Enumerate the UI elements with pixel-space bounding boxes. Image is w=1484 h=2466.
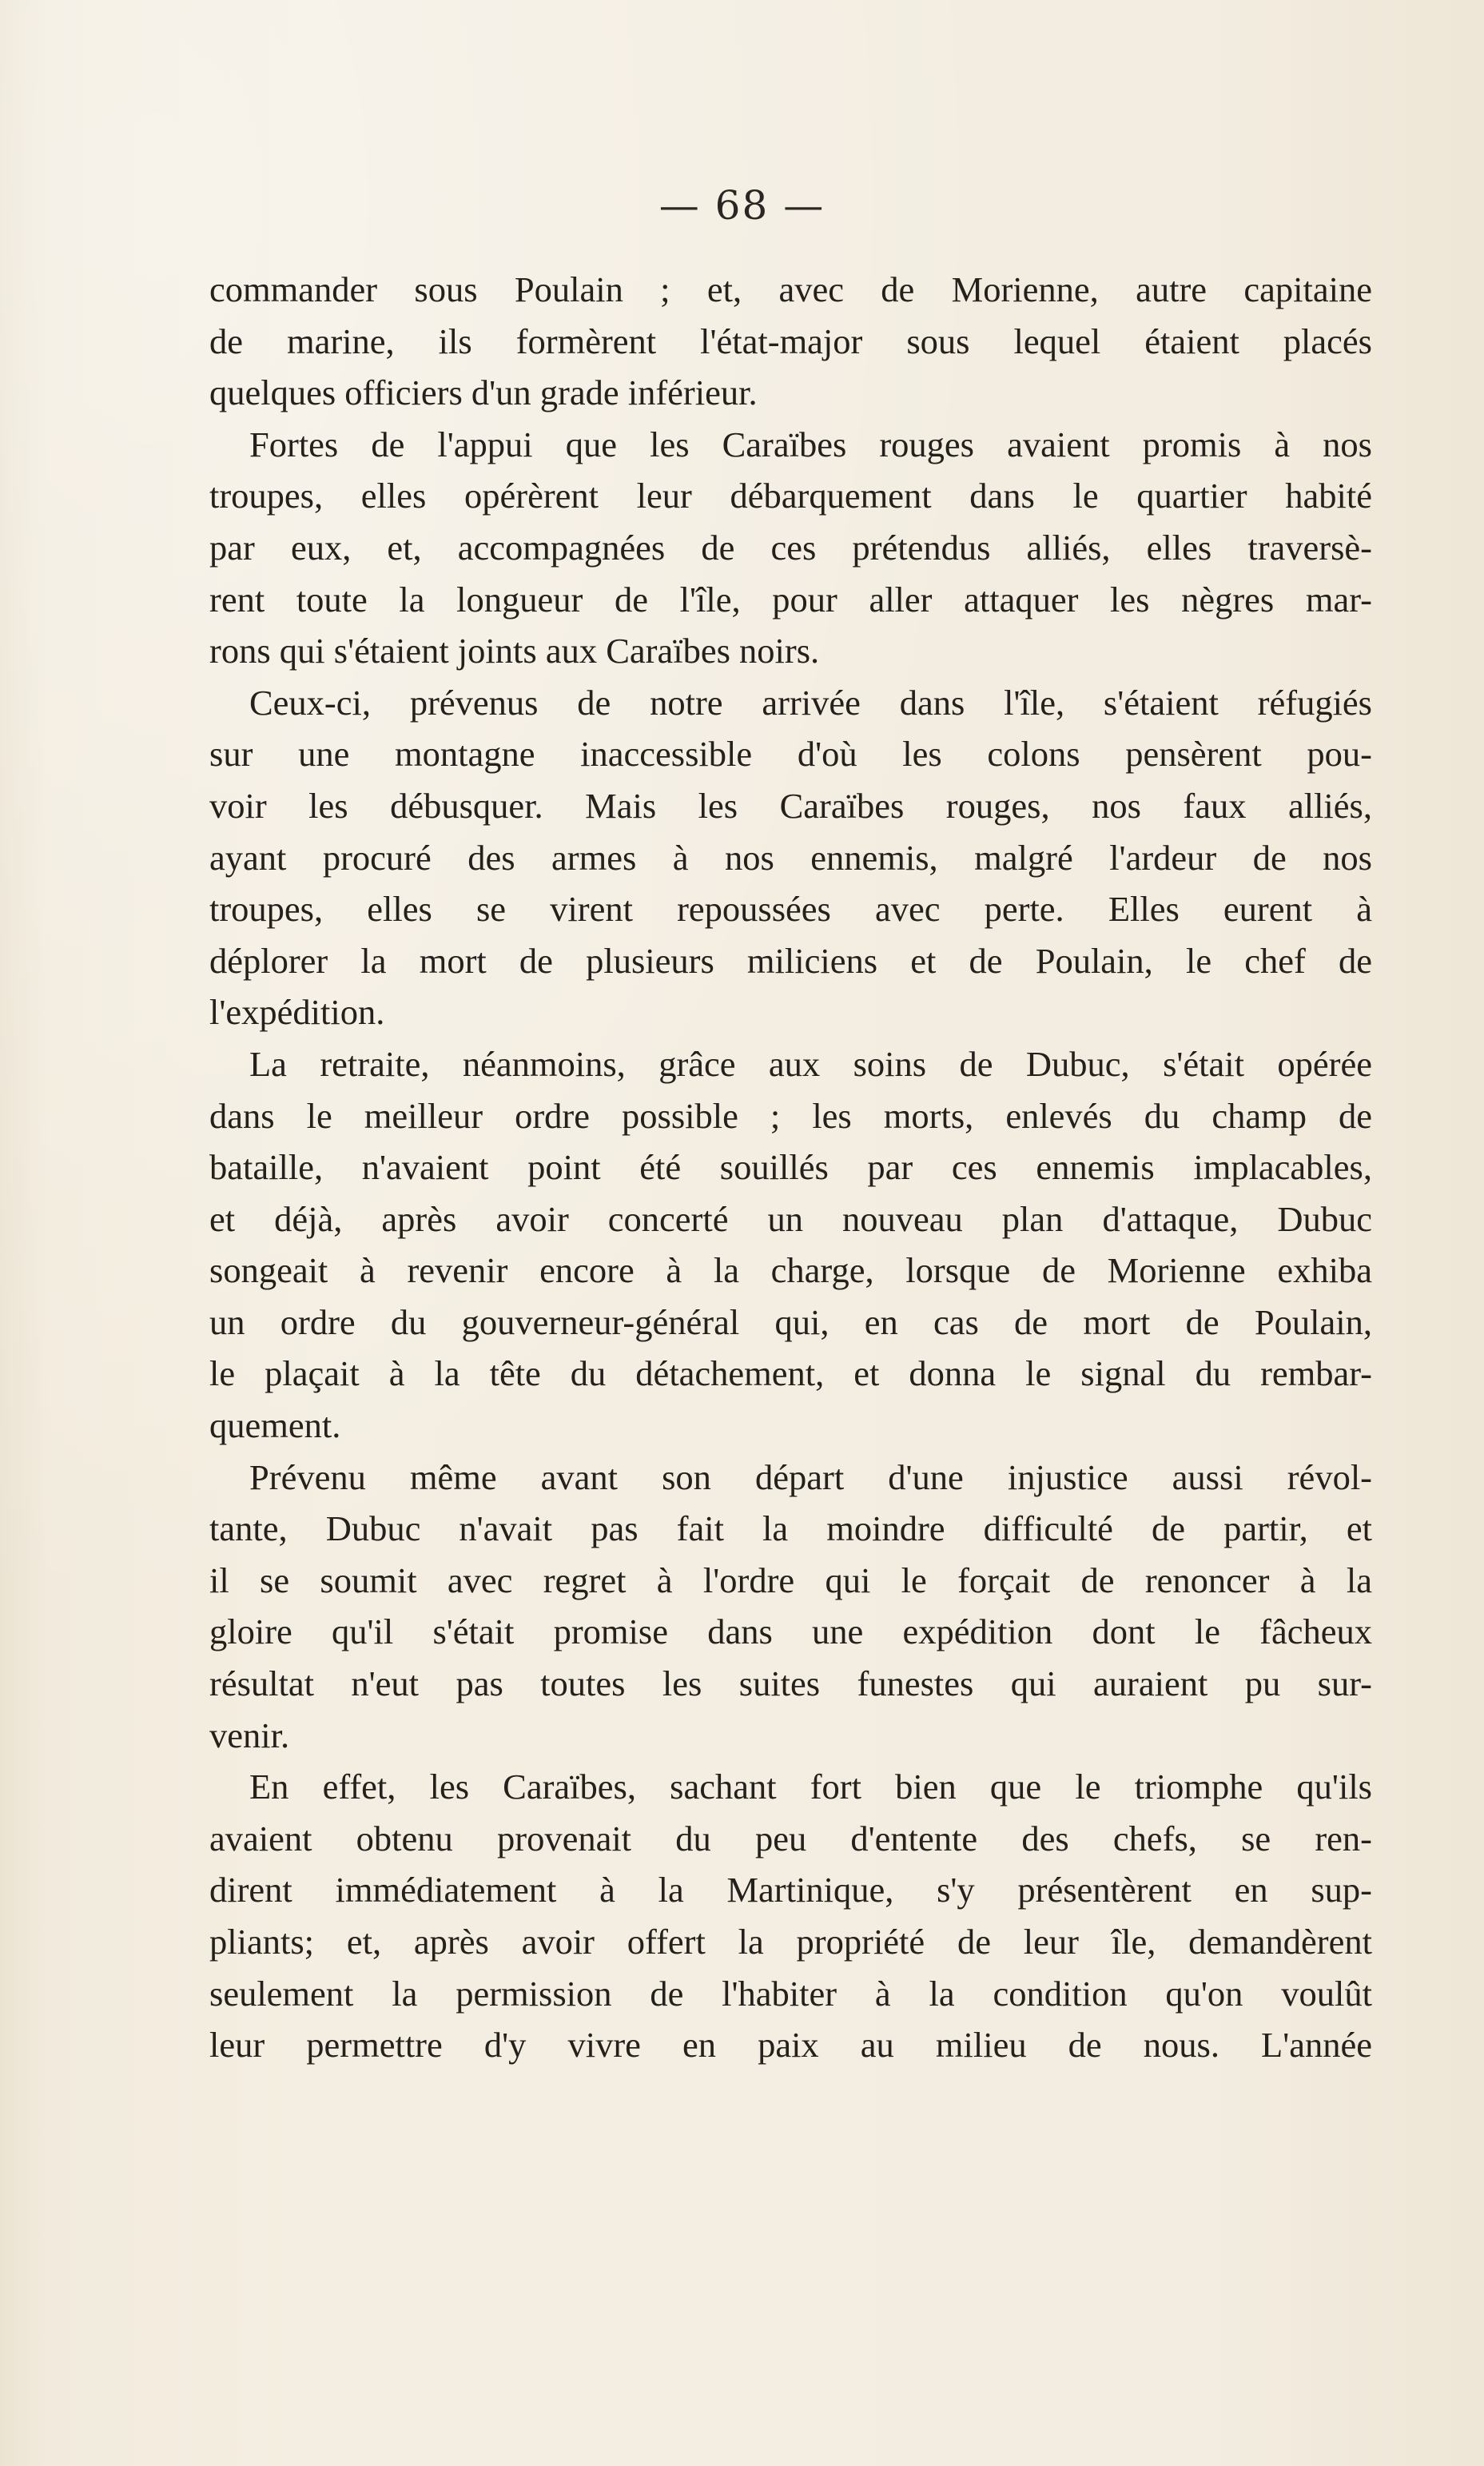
text-line: dans le meilleur ordre possible ; les morts, enlevés du champ de bbox=[209, 1095, 1372, 1136]
text-line: En effet, les Caraïbes, sachant fort bien que le triomphe qu'ils bbox=[249, 1767, 1372, 1807]
text-line: venir. bbox=[209, 1715, 290, 1755]
body-text bbox=[209, 264, 1372, 2071]
text-line: tante, Dubuc n'avait pas fait la moindre difficulté de partir, et bbox=[209, 1508, 1372, 1549]
page-number: — 68 — bbox=[658, 182, 826, 229]
text-line: par eux, et, accompagnées de ces prétendus alliés, elles traversè- bbox=[209, 527, 1372, 568]
text-line: quement. bbox=[209, 1405, 341, 1446]
text-line: pliants; et, après avoir offert la propriété de leur île, demandèrent bbox=[209, 1922, 1372, 1962]
text-line: La retraite, néanmoins, grâce aux soins de Dubuc, s'était opérée bbox=[249, 1043, 1372, 1084]
text-line: songeait à revenir encore à la charge, lorsque de Morienne exhiba bbox=[209, 1250, 1372, 1291]
text-line: Prévenu même avant son départ d'une injustice aussi révol- bbox=[249, 1456, 1372, 1497]
text-line: troupes, elles se virent repoussées avec perte. Elles eurent à bbox=[209, 889, 1372, 930]
text-line: seulement la permission de l'habiter à la condition qu'on voulût bbox=[209, 1973, 1372, 2014]
text-line: troupes, elles opérèrent leur débarquement dans le quartier habité bbox=[209, 476, 1372, 516]
text-line: sur une montagne inaccessible d'où les colons pensèrent pou- bbox=[209, 734, 1372, 775]
text-line: bataille, n'avaient point été souillés par ces ennemis implacables, bbox=[209, 1147, 1372, 1188]
text-line: commander sous Poulain ; et, avec de Morienne, autre capitaine bbox=[209, 269, 1372, 309]
text-line: et déjà, après avoir concerté un nouveau plan d'attaque, Dubuc bbox=[209, 1198, 1372, 1239]
text-line: leur permettre d'y vivre en paix au milieu de nous. L'année bbox=[209, 2025, 1372, 2066]
text-line: avaient obtenu provenait du peu d'entente des chefs, se ren- bbox=[209, 1818, 1372, 1858]
text-line: rons qui s'étaient joints aux Caraïbes noirs. bbox=[209, 631, 820, 671]
text-line: de marine, ils formèrent l'état-major sous lequel étaient placés bbox=[209, 321, 1372, 361]
text-line: gloire qu'il s'était promise dans une expédition dont le fâcheux bbox=[209, 1611, 1372, 1652]
text-line: Ceux-ci, prévenus de notre arrivée dans l'île, s'étaient réfugiés bbox=[249, 682, 1372, 723]
text-line: dirent immédiatement à la Martinique, s'y présentèrent en sup- bbox=[209, 1870, 1372, 1910]
text-line: l'expédition. bbox=[209, 992, 385, 1033]
text-line: déplorer la mort de plusieurs miliciens et de Poulain, le chef de bbox=[209, 940, 1372, 981]
text-line: quelques officiers d'un grade inférieur. bbox=[209, 372, 758, 413]
text-line: le plaçait à la tête du détachement, et donna le signal du rembar- bbox=[209, 1353, 1372, 1394]
text-line: ayant procuré des armes à nos ennemis, malgré l'ardeur de nos bbox=[209, 837, 1372, 878]
text-line: il se soumit avec regret à l'ordre qui le forçait de renoncer à la bbox=[209, 1560, 1372, 1600]
text-line: voir les débusquer. Mais les Caraïbes rouges, nos faux alliés, bbox=[209, 785, 1372, 826]
text-line: Fortes de l'appui que les Caraïbes rouges avaient promis à nos bbox=[249, 424, 1372, 464]
text-line: un ordre du gouverneur-général qui, en cas de mort de Poulain, bbox=[209, 1301, 1372, 1342]
text-line: rent toute la longueur de l'île, pour aller attaquer les nègres mar- bbox=[209, 579, 1372, 619]
text-line: résultat n'eut pas toutes les suites funestes qui auraient pu sur- bbox=[209, 1663, 1372, 1704]
